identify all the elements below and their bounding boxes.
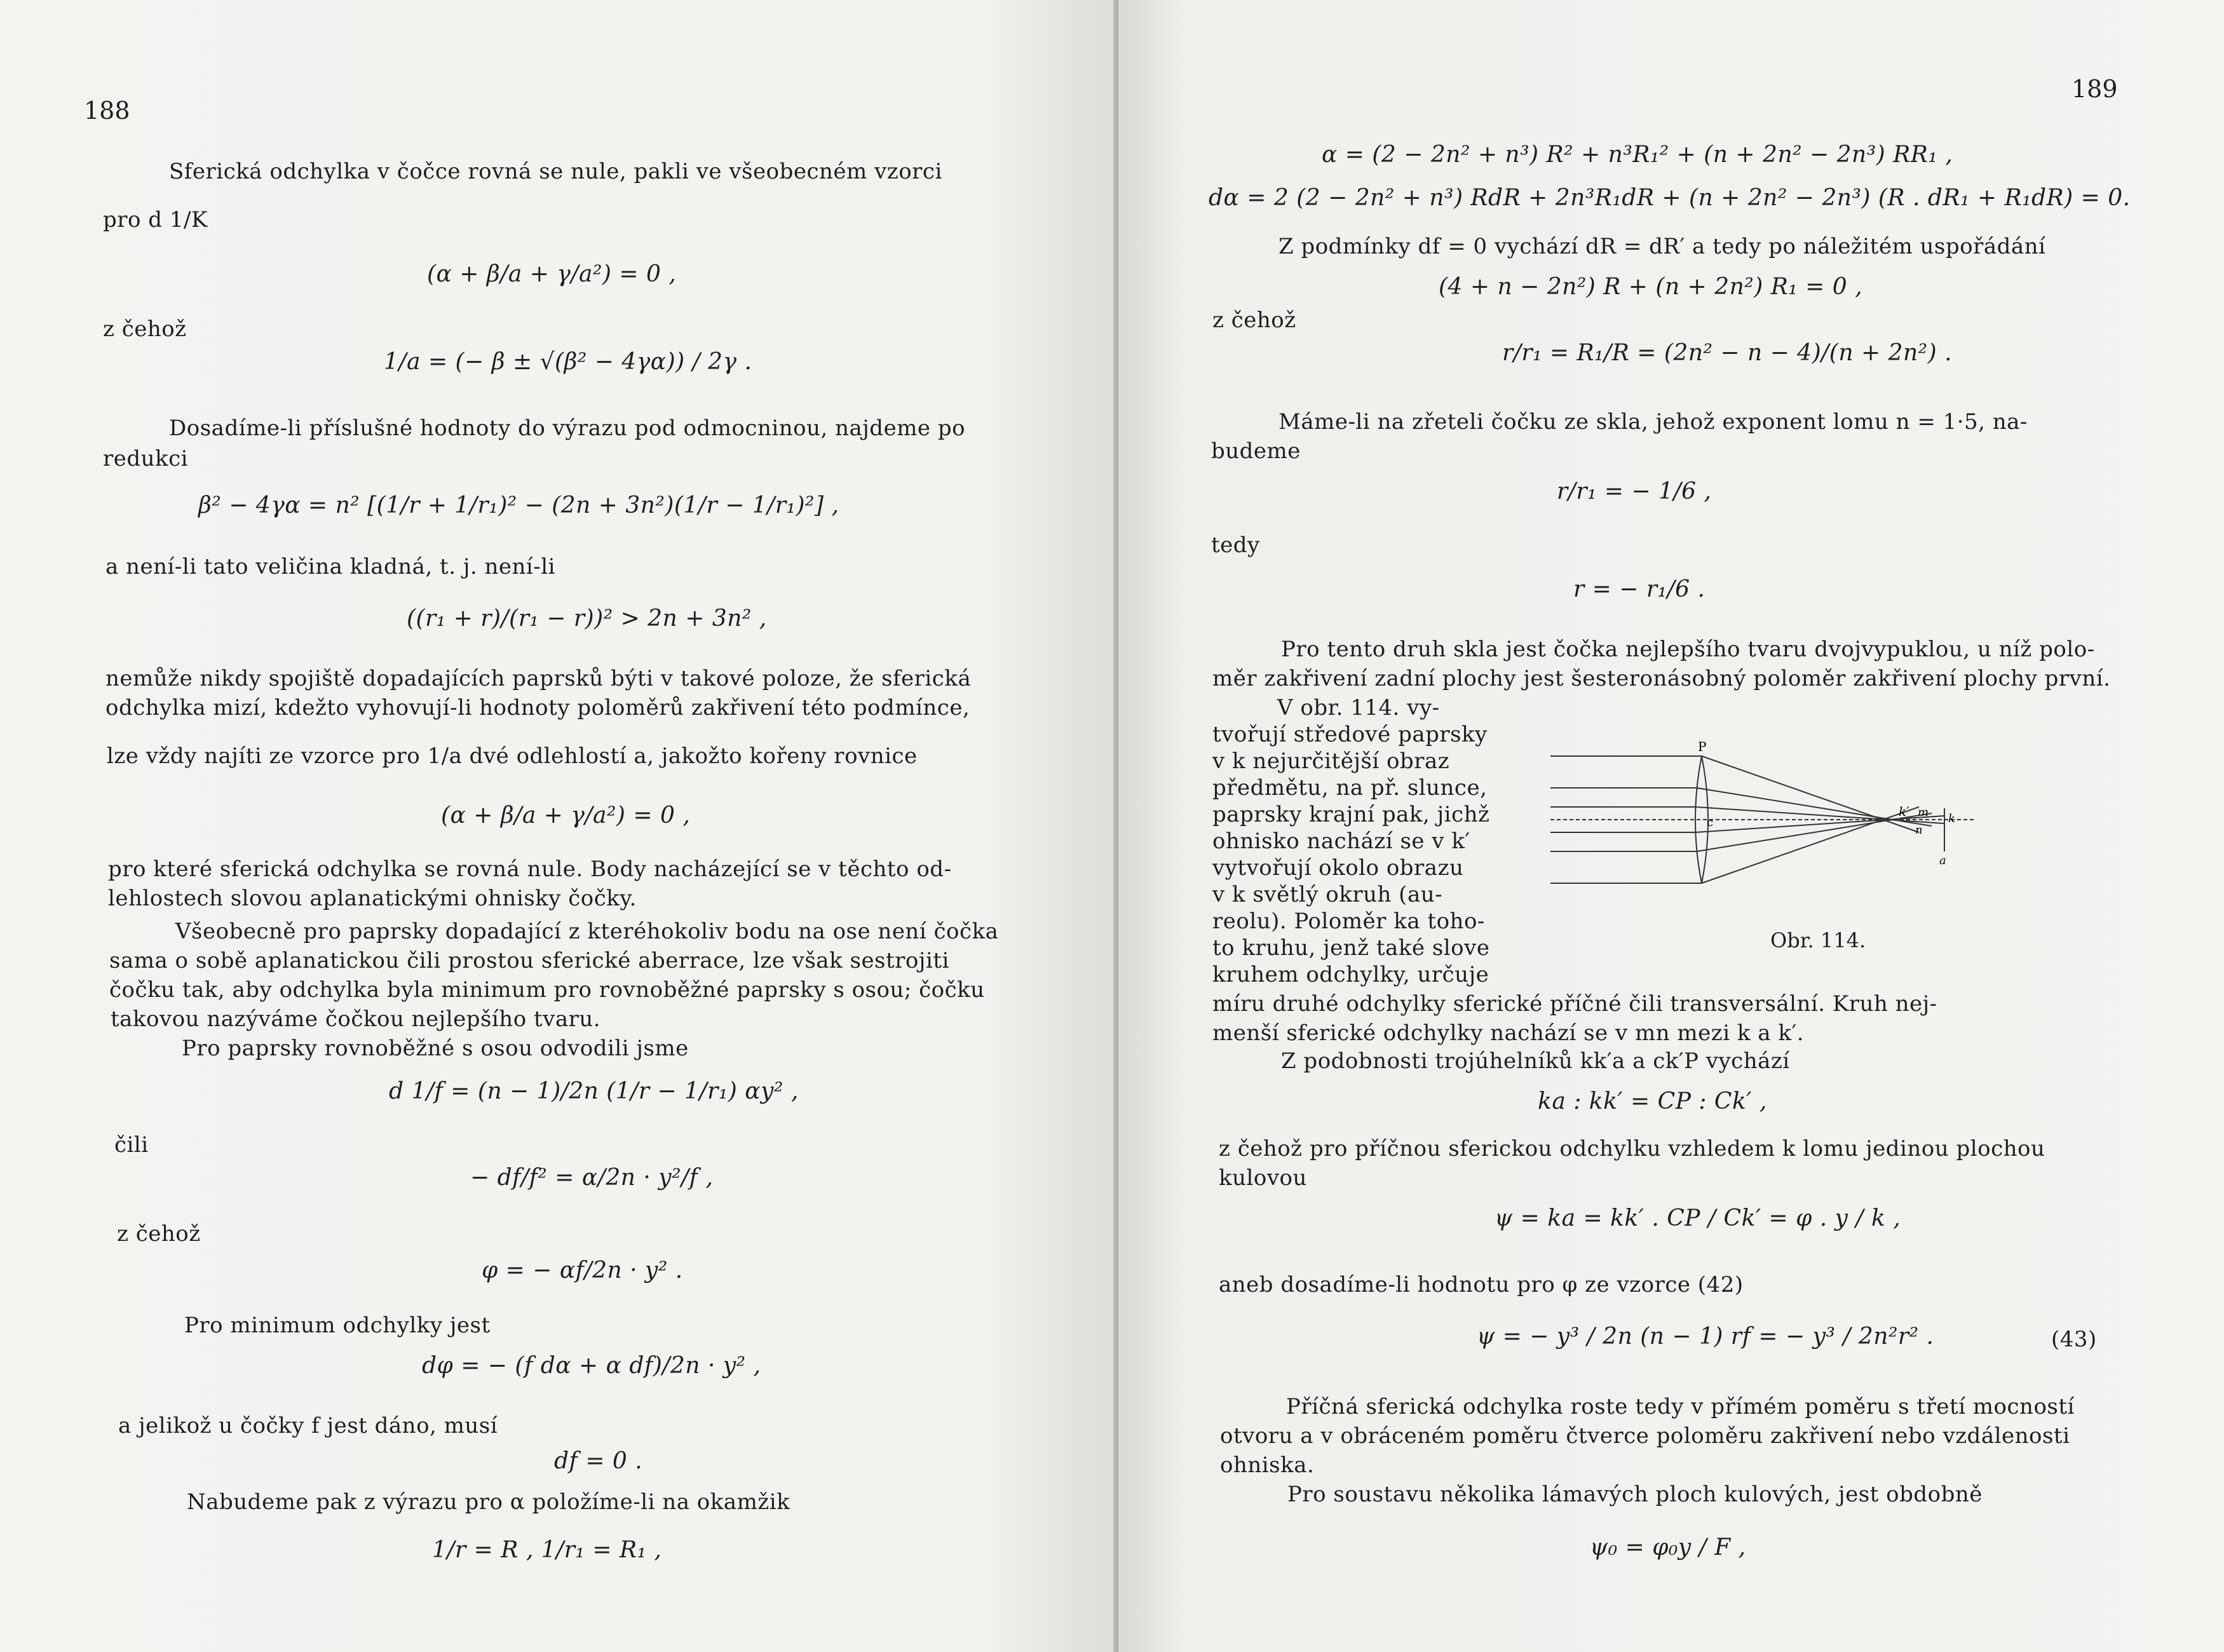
text-line: pro d 1/K xyxy=(103,207,208,233)
equation: (4 + n − 2n²) R + (n + 2n²) R₁ = 0 , xyxy=(1439,274,1863,300)
text-line: Pro soustavu několika lámavých ploch kulových, jest obdobně xyxy=(1287,1482,1983,1507)
text-line: to kruhu, jenž také slove xyxy=(1212,935,1490,961)
equation: φ = − αf/2n · y² . xyxy=(482,1257,683,1283)
right-page xyxy=(1118,0,2224,1652)
text-line: čočku tak, aby odchylka byla minimum pro rovnoběžné paprsky s osou; čočku xyxy=(109,977,985,1003)
text-line: Máme-li na zřeteli čočku ze skla, jehož exponent lomu n = 1·5, na- xyxy=(1278,409,2028,435)
equation: ψ = − y³ / 2n (n − 1) rf = − y³ / 2n²r² . xyxy=(1477,1324,1934,1350)
text-line: ohnisko nachází se v k′ xyxy=(1212,829,1470,854)
text-line: Z podobnosti trojúhelníků kk′a a ck′P vychází xyxy=(1281,1048,1790,1074)
page-number: 188 xyxy=(84,97,130,125)
text-line: takovou nazýváme čočkou nejlepšího tvaru. xyxy=(111,1006,601,1032)
equation: ψ₀ = φ₀y / F , xyxy=(1590,1534,1746,1561)
figure-label-k-prime: k′ xyxy=(1899,804,1909,819)
text-line: v k světlý okruh (au- xyxy=(1212,882,1443,907)
text-line: a jelikož u čočky f jest dáno, musí xyxy=(118,1413,498,1439)
equation: df = 0 . xyxy=(554,1448,643,1474)
equation: r/r₁ = − 1/6 , xyxy=(1557,478,1712,504)
text-line: vytvořují okolo obrazu xyxy=(1212,855,1464,881)
text-line: V obr. 114. vy- xyxy=(1277,695,1440,721)
text-line: tedy xyxy=(1211,532,1260,558)
equation: 1/a = (− β ± √(β² − 4γα)) / 2γ . xyxy=(384,349,752,375)
equation: β² − 4γα = n² [(1/r + 1/r₁)² − (2n + 3n²)(1/r − 1/r₁)²] , xyxy=(198,492,839,518)
text-line: aneb dosadíme-li hodnotu pro φ ze vzorce (42) xyxy=(1219,1272,1744,1297)
equation: (α + β/a + γ/a²) = 0 , xyxy=(427,261,677,287)
figure-label-n: n xyxy=(1915,823,1923,837)
text-line: tvořují středové paprsky xyxy=(1212,722,1488,747)
text-line: Příčná sferická odchylka roste tedy v přímém poměru s třetí mocností xyxy=(1286,1394,2075,1419)
text-line: ohniska. xyxy=(1220,1452,1315,1478)
text-line: menší sferické odchylky nachází se v mn mezi k a k′. xyxy=(1212,1020,1805,1046)
figure-label-c: c xyxy=(1707,816,1714,829)
text-line: pro které sferická odchylka se rovná nule. Body nacházející se v těchto od- xyxy=(108,856,952,882)
text-line: nemůže nikdy spojiště dopadajících paprsků býti v takové poloze, že sferická xyxy=(105,666,972,691)
text-line: budeme xyxy=(1211,438,1301,464)
equation: α = (2 − 2n² + n³) R² + n³R₁² + (n + 2n² − 2n³) RR₁ , xyxy=(1322,142,1953,168)
text-line: Všeobecně pro paprsky dopadající z kteréhokoliv bodu na ose není čočka xyxy=(175,919,999,944)
text-line: Dosadíme-li příslušné hodnoty do výrazu pod odmocninou, najdeme po xyxy=(169,416,966,441)
text-line: z čehož xyxy=(1212,308,1296,333)
equation: r/r₁ = R₁/R = (2n² − n − 4)/(n + 2n²) . xyxy=(1502,340,1953,366)
text-line: lehlostech slovou aplanatickými ohnisky čočky. xyxy=(108,886,637,911)
text-line: reolu). Poloměr ka toho- xyxy=(1212,909,1485,934)
figure-caption: Obr. 114. xyxy=(1770,928,1866,952)
figure-label-a: a xyxy=(1939,854,1946,867)
equation: ka : kk′ = CP : Ck′ , xyxy=(1538,1088,1767,1114)
equation: ψ = ka = kk′ . CP / Ck′ = φ . y / k , xyxy=(1495,1205,1901,1231)
equation: d 1/f = (n − 1)/2n (1/r − 1/r₁) αy² , xyxy=(389,1078,799,1104)
text-line: Sferická odchylka v čočce rovná se nule, pakli ve všeobecném vzorci xyxy=(169,159,942,184)
text-line: Pro paprsky rovnoběžné s osou odvodili jsme xyxy=(182,1036,689,1061)
equation: − df/f² = α/2n · y²/f , xyxy=(470,1165,714,1191)
equation: (α + β/a + γ/a²) = 0 , xyxy=(441,802,691,829)
figure-label-P: P xyxy=(1698,739,1707,754)
text-line: redukci xyxy=(103,446,189,471)
equation: r = − r₁/6 . xyxy=(1573,576,1705,602)
text-line: měr zakřivení zadní plochy jest šesteronásobný poloměr zakřivení plochy první. xyxy=(1212,666,2111,691)
text-line: Pro tento druh skla jest čočka nejlepšího tvaru dvojvypuklou, u níž polo- xyxy=(1281,637,2095,662)
equation: 1/r = R , 1/r₁ = R₁ , xyxy=(432,1537,662,1563)
text-line: kruhem odchylky, určuje xyxy=(1212,962,1489,987)
page-number: 189 xyxy=(2071,75,2118,103)
text-line: Z podmínky df = 0 vychází dR = dR′ a tedy po náležitém uspořádání xyxy=(1278,234,2046,259)
text-line: lze vždy najíti ze vzorce pro 1/a dvé odlehlostí a, jakožto kořeny rovnice xyxy=(107,743,918,769)
equation: dφ = − (f dα + α df)/2n · y² , xyxy=(422,1353,761,1379)
text-line: a není-li tato veličina kladná, t. j. není-li xyxy=(105,554,556,579)
equation: dα = 2 (2 − 2n² + n³) RdR + 2n³R₁dR + (n + 2n² − 2n³) (R . dR₁ + R₁dR) = 0. xyxy=(1209,185,2131,211)
text-line: kulovou xyxy=(1219,1165,1307,1191)
text-line: Nabudeme pak z výrazu pro α položíme-li na okamžik xyxy=(187,1489,790,1515)
text-line: v k nejurčitější obraz xyxy=(1212,748,1450,774)
equation: ((r₁ + r)/(r₁ − r))² > 2n + 3n² , xyxy=(407,606,767,632)
text-line: odchylka mizí, kdežto vyhovují-li hodnoty poloměrů zakřivení této podmínce, xyxy=(105,695,970,721)
text-line: míru druhé odchylky sferické příčné čili transversální. Kruh nej- xyxy=(1212,991,1937,1017)
figure-label-k: k xyxy=(1948,812,1955,825)
text-line: z čehož pro příčnou sferickou odchylku vzhledem k lomu jedinou plochou xyxy=(1219,1136,2045,1161)
text-line: otvoru a v obráceném poměru čtverce poloměru zakřivení nebo vzdálenosti xyxy=(1220,1423,2070,1449)
lens-figure xyxy=(1525,737,1983,902)
text-line: sama o sobě aplanatickou čili prostou sferické aberrace, lze však sestrojiti xyxy=(109,948,949,973)
figure-label-m: m xyxy=(1918,806,1929,819)
text-line: čili xyxy=(114,1132,149,1158)
text-line: předmětu, na př. slunce, xyxy=(1212,775,1488,801)
text-line: Pro minimum odchylky jest xyxy=(184,1313,491,1338)
text-line: z čehož xyxy=(103,316,187,342)
equation-number: (43) xyxy=(2051,1327,2097,1352)
text-line: z čehož xyxy=(117,1221,201,1247)
text-line: paprsky krajní pak, jichž xyxy=(1212,802,1490,827)
